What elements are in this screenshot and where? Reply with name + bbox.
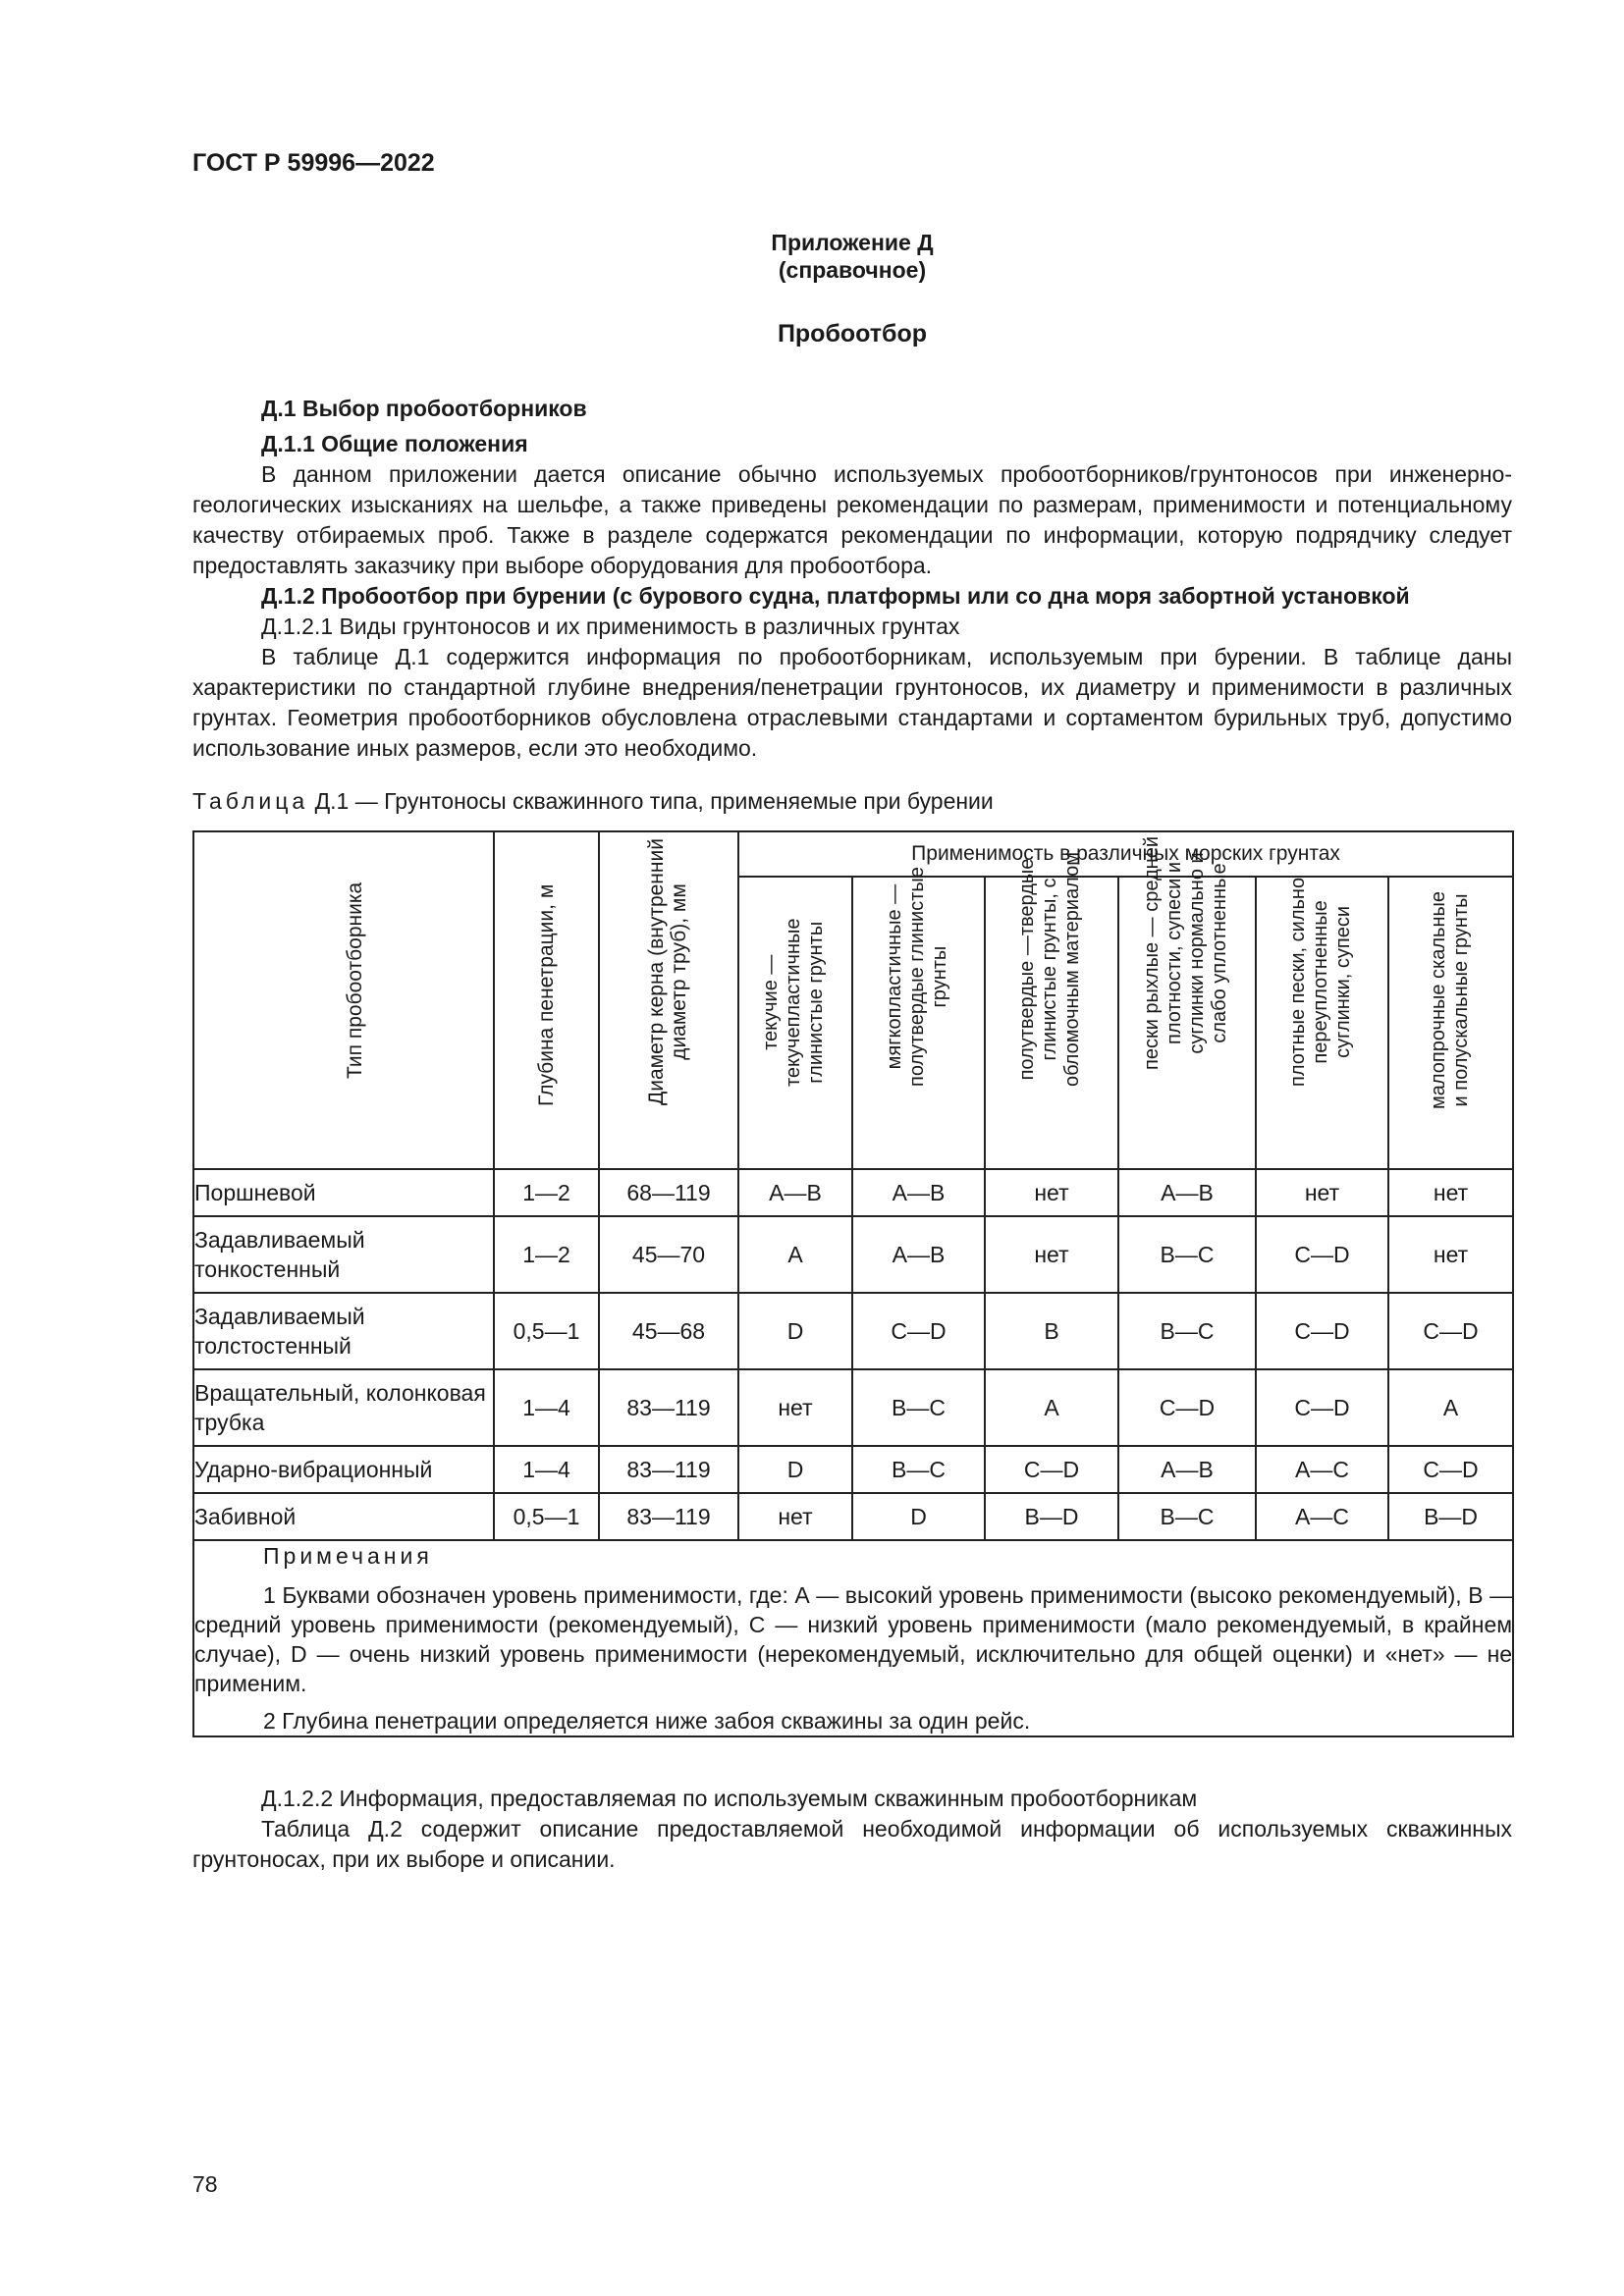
table-caption: [192, 788, 994, 815]
notes-title: Примечания: [263, 1543, 433, 1569]
heading-d12: Д.1.2 Пробоотбор при бурении (с бурового судна, платформы или со дна моря забортной установкой: [261, 583, 1410, 609]
header-soil-6: малопрочные скальные и полускальные грунты: [1388, 877, 1513, 1169]
row-value: А—В: [1118, 1446, 1256, 1493]
row-value: D: [738, 1293, 852, 1369]
row-name: Поршневой: [193, 1169, 494, 1216]
header-applicability: Применимость в различных морских грунтах: [738, 831, 1513, 877]
row-value: D: [852, 1493, 985, 1540]
sampler-table: [192, 830, 1514, 1737]
table-row: [193, 1493, 1513, 1540]
row-value: А: [738, 1216, 852, 1293]
after-table-section: [192, 1784, 1512, 1875]
row-depth: 1—2: [494, 1169, 599, 1216]
row-value: С—D: [1256, 1293, 1388, 1369]
row-name: Задавливаемый тонкостенный: [193, 1216, 494, 1293]
table-caption-prefix: Таблица: [192, 788, 309, 814]
row-value: А—В: [738, 1169, 852, 1216]
row-diameter: 83—119: [599, 1446, 738, 1493]
table-notes: [193, 1540, 1513, 1736]
row-name: Задавливаемый толстостенный: [193, 1293, 494, 1369]
heading-d121: Д.1.2.1 Виды грунтоносов и их применимость в различных грунтах: [261, 614, 960, 639]
paragraph-table-d2: Таблица Д.2 содержит описание предоставляемой необходимой информации об используемых скважинных грунтоносах, при их выборе и описании.: [192, 1816, 1512, 1872]
row-value: В—D: [1388, 1493, 1513, 1540]
row-value: В—С: [852, 1369, 985, 1446]
heading-d11: Д.1.1 Общие положения: [261, 431, 528, 456]
header-type: Тип пробоотборника: [193, 831, 494, 1169]
note-1: 1 Буквами обозначен уровень применимости, где: А — высокий уровень применимости (высоко рекомендуемый), В — средний уровень применимости (рекомендуемый), С — низкий уровень применимости (мало рекомендуемый, в крайнем случае), D — очень низкий уровень применимости (нерекомендуемый, исключительно для общей оценки) и «нет» — не применим.: [194, 1582, 1513, 1696]
row-value: С—D: [1388, 1293, 1513, 1369]
header-soil-1: текучие — текучепластичные глинистые грунты: [738, 877, 852, 1169]
note-2: 2 Глубина пенетрации определяется ниже забоя скважины за один рейс.: [263, 1708, 1031, 1734]
row-value: нет: [985, 1216, 1118, 1293]
table-header-row: [193, 831, 1513, 877]
row-value: А—С: [1256, 1493, 1388, 1540]
row-name: Ударно-вибрационный: [193, 1446, 494, 1493]
row-value: А—В: [852, 1216, 985, 1293]
table-row: [193, 1369, 1513, 1446]
row-value: нет: [738, 1493, 852, 1540]
heading-d122: Д.1.2.2 Информация, предоставляемая по используемым скважинным пробоотборникам: [261, 1786, 1198, 1811]
row-value: С—D: [852, 1293, 985, 1369]
row-value: В—С: [1118, 1493, 1256, 1540]
row-value: В: [985, 1293, 1118, 1369]
table-row: [193, 1446, 1513, 1493]
row-depth: 0,5—1: [494, 1493, 599, 1540]
row-value: С—D: [985, 1446, 1118, 1493]
header-soil-5: плотные пески, сильно переуплотненные суглинки, супеси: [1256, 877, 1388, 1169]
row-value: С—D: [1388, 1446, 1513, 1493]
paragraph-table-intro: В таблице Д.1 содержится информация по пробоотборникам, используемым при бурении. В таблице даны характеристики по стандартной глубине внедрения/пенетрации грунтоносов, их диаметру и применимости в различных грунтах. Геометрия пробоотборников обусловлена отраслевыми стандартами и сортаментом бурильных труб, допустимо использование иных размеров, если это необходимо.: [192, 644, 1512, 761]
row-value: А—В: [852, 1169, 985, 1216]
table-row: [193, 1169, 1513, 1216]
row-depth: 1—4: [494, 1446, 599, 1493]
table-caption-text: Д.1 — Грунтоносы скважинного типа, применяемые при бурении: [314, 788, 994, 814]
paragraph-general: В данном приложении дается описание обычно используемых пробоотборников/грунтоносов при инженерно-геологических изысканиях на шельфе, а также приведены рекомендации по размерам, применимости и потенциальному качеству отбираемых проб. Также в разделе содержатся рекомендации по информации, которую подрядчику следует предоставлять заказчику при выборе оборудования для пробоотбора.: [192, 461, 1512, 578]
row-value: А—В: [1118, 1169, 1256, 1216]
row-value: А—С: [1256, 1446, 1388, 1493]
header-soil-3: полутвердые —твердые глинистые грунты, с обломочным материалом: [985, 877, 1118, 1169]
row-diameter: 45—68: [599, 1293, 738, 1369]
row-diameter: 45—70: [599, 1216, 738, 1293]
row-depth: 0,5—1: [494, 1293, 599, 1369]
row-value: С—D: [1118, 1369, 1256, 1446]
table-row: [193, 1216, 1513, 1293]
intro-section: [192, 394, 1512, 764]
row-value: А: [1388, 1369, 1513, 1446]
header-soil-2: мягкопластичные — полутвердые глинистые грунты: [852, 877, 985, 1169]
table-row: [193, 1293, 1513, 1369]
row-value: В—С: [852, 1446, 985, 1493]
appendix-label: Приложение Д: [771, 230, 934, 255]
header-diameter: Диаметр керна (внутренний диаметр труб), мм: [599, 831, 738, 1169]
appendix-type: (справочное): [778, 257, 927, 283]
header-soil-4: пески рыхлые — средней плотности, супеси и суглинки нормально и слабо уплотненные: [1118, 877, 1256, 1169]
row-value: нет: [1388, 1169, 1513, 1216]
row-name: Забивной: [193, 1493, 494, 1540]
row-value: А: [985, 1369, 1118, 1446]
row-diameter: 83—119: [599, 1493, 738, 1540]
row-value: В—D: [985, 1493, 1118, 1540]
row-depth: 1—2: [494, 1216, 599, 1293]
header-depth: Глубина пенетрации, м: [494, 831, 599, 1169]
row-value: нет: [985, 1169, 1118, 1216]
row-value: нет: [1388, 1216, 1513, 1293]
row-value: С—D: [1256, 1369, 1388, 1446]
row-value: D: [738, 1446, 852, 1493]
row-value: нет: [1256, 1169, 1388, 1216]
row-depth: 1—4: [494, 1369, 599, 1446]
row-value: С—D: [1256, 1216, 1388, 1293]
heading-d1: Д.1 Выбор пробоотборников: [261, 396, 587, 421]
row-diameter: 68—119: [599, 1169, 738, 1216]
row-diameter: 83—119: [599, 1369, 738, 1446]
table-notes-row: [193, 1540, 1513, 1736]
standard-number: ГОСТ Р 59996—2022: [192, 149, 435, 177]
row-value: В—С: [1118, 1293, 1256, 1369]
row-value: нет: [738, 1369, 852, 1446]
page-number: 78: [192, 2171, 218, 2197]
appendix-title: Пробоотбор: [777, 320, 928, 347]
row-value: В—С: [1118, 1216, 1256, 1293]
row-name: Вращательный, колонковая трубка: [193, 1369, 494, 1446]
